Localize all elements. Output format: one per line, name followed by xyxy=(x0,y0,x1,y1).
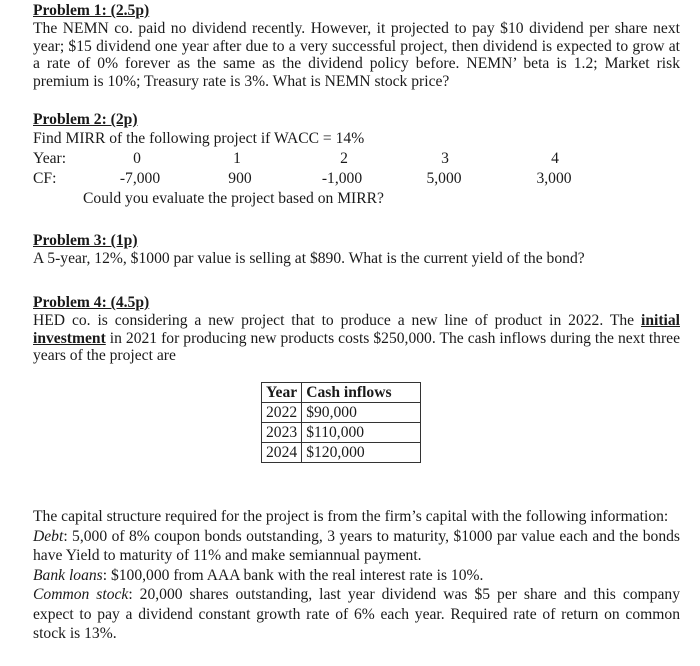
problem-1-title: Problem 1: (2.5p) xyxy=(33,2,150,19)
year-value: 3 xyxy=(441,150,449,167)
table-row xyxy=(262,422,421,442)
table-cell-year: 2022 xyxy=(262,402,302,422)
common-stock-paragraph xyxy=(33,585,680,644)
problem-4-intro xyxy=(33,312,680,365)
problem-1 xyxy=(33,2,680,90)
year-value: 2 xyxy=(340,150,348,167)
table-cell-year: 2024 xyxy=(262,442,302,462)
table-row xyxy=(262,402,421,422)
table-header-row xyxy=(262,382,421,402)
capital-structure xyxy=(33,507,680,644)
problem-2 xyxy=(33,111,680,209)
year-value: 0 xyxy=(133,150,141,167)
problem-4 xyxy=(33,294,680,463)
problem-2-question: Could you evaluate the project based on MIRR? xyxy=(83,190,384,207)
bank-loans-text: : $100,000 from AAA bank with the real interest rate is 10%. xyxy=(102,566,484,584)
problem-2-title: Problem 2: (2p) xyxy=(33,111,138,128)
cf-value: -1,000 xyxy=(321,170,363,187)
cash-inflows-table xyxy=(261,382,421,463)
bank-loans-label: Bank loans xyxy=(33,566,103,584)
table-cell-cash: $90,000 xyxy=(302,402,421,422)
cf-value: 900 xyxy=(228,170,252,187)
common-stock-label: Common stock xyxy=(33,586,129,603)
column-header-cash-inflows: Cash inflows xyxy=(302,382,421,402)
table-cell-cash: $110,000 xyxy=(302,422,421,442)
problem-4-text-before: HED co. is considering a new project that to produce a new line of product in 2022. The xyxy=(33,312,641,329)
problem-4-title: Problem 4: (4.5p) xyxy=(33,294,150,311)
year-label: Year: xyxy=(33,150,67,167)
problem-2-intro: Find MIRR of the following project if WACC = 14% xyxy=(33,130,365,147)
cash-flow-row xyxy=(33,169,680,189)
debt-paragraph xyxy=(33,527,680,566)
table-cell-year: 2023 xyxy=(262,422,302,442)
debt-label: Debt xyxy=(33,527,64,545)
problem-3-text: A 5-year, 12%, $1000 par value is selling at $890. What is the current yield of the bond? xyxy=(33,250,585,267)
year-value: 1 xyxy=(233,150,241,167)
cf-value: 3,000 xyxy=(536,170,572,187)
initial-investment-emphasis: initial investment xyxy=(33,312,680,347)
year-value: 4 xyxy=(551,150,559,167)
problem-3-title: Problem 3: (1p) xyxy=(33,232,138,249)
cf-value: 5,000 xyxy=(426,170,462,187)
cf-value: -7,000 xyxy=(119,170,161,187)
column-header-year: Year xyxy=(262,382,302,402)
cf-label: CF: xyxy=(33,170,57,187)
capital-structure-text: The capital structure required for the project is from the firm’s capital with the following information: xyxy=(33,508,669,525)
problem-4-text-after: in 2021 for producing new products costs $250,000. The cash inflows during the next three years of the project are xyxy=(33,329,680,365)
problem-1-text: The NEMN co. paid no dividend recently. However, it projected to pay $10 dividend per share next year; $15 dividend one year after due to a very successful project, then dividend is expected to grow at a rate of 0% forever as the same as the dividend policy before. NEMN’ beta is 1.2; Market risk premium is 10%; Treasury rate is 3%. What is NEMN stock price? xyxy=(33,20,680,90)
common-stock-text: : 20,000 shares outstanding, last year dividend was $5 per share and this company expect to pay a dividend constant growth rate of 6% each year. Required rate of return on common stock is 13%. xyxy=(33,586,680,642)
bank-loans-paragraph xyxy=(33,566,680,586)
year-row xyxy=(33,149,680,169)
debt-text: : 5,000 of 8% coupon bonds outstanding, 3 years to maturity, $1000 par value each and the bonds have Yield to maturity of 11% and make semiannual payment. xyxy=(33,527,680,564)
table-row xyxy=(262,442,421,462)
problem-3 xyxy=(33,232,680,268)
table-cell-cash: $120,000 xyxy=(302,442,421,462)
